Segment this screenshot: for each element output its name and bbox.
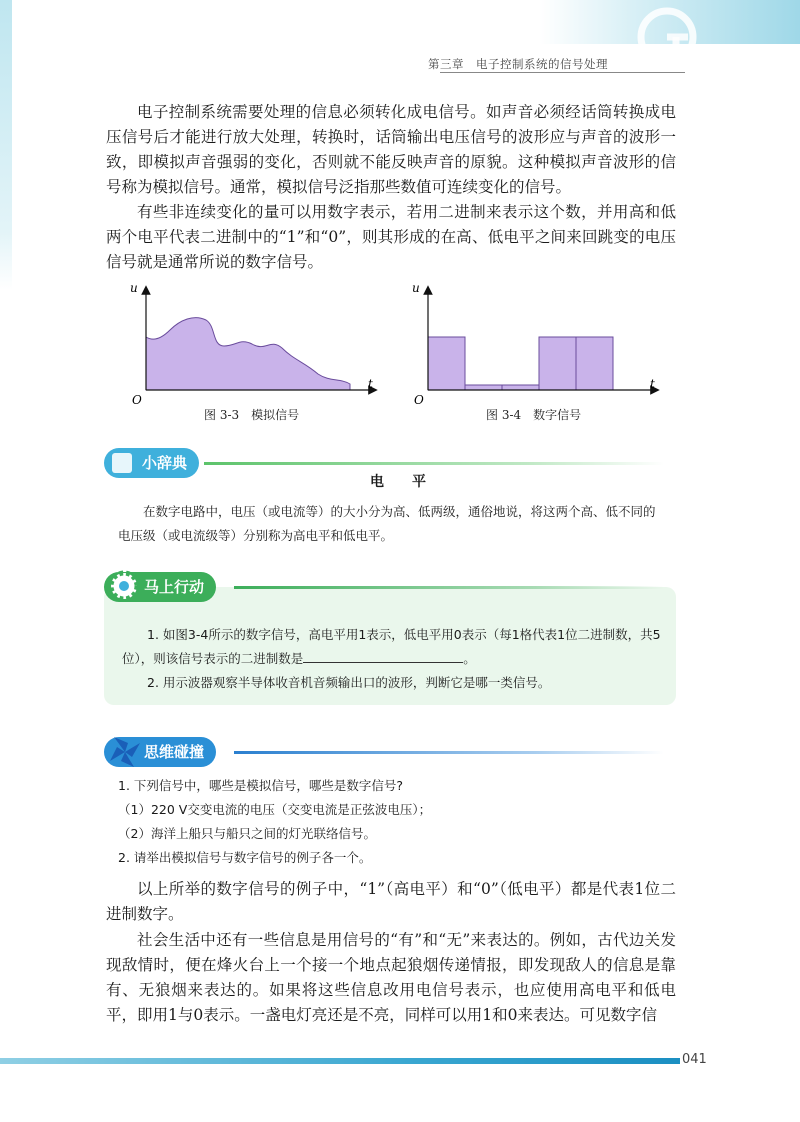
- action-header: [104, 572, 664, 602]
- brainstorm-q1: 1. 下列信号中，哪些是模拟信号，哪些是数字信号?: [118, 778, 404, 793]
- analog-signal-figure: [118, 280, 373, 425]
- outro-paragraph-2: 社会生活中还有一些信息是用信号的“有”和“无”来表达的。例如，古代边关发现敌情时，便在烽火台上一个接一个地点起狼烟传递情报，即发现敌人的信息是靠有、无狼烟来表达的。如果将这些信息改用电信号表示，也应使用高电平和低电平，即用1与0表示。一盏电灯亮还是不亮，同样可以用1和0来表达。可见数字信: [106, 931, 676, 1024]
- intro-paragraph-1: 电子控制系统需要处理的信息必须转化成电信号。如声音必须经话筒转换成电压信号后才能进行放大处理，转换时，话筒输出电压信号的波形应与声音的波形一致，即模拟声音强弱的变化，否则就不能反映声音的原貌。这种模拟声音波形的信号称为模拟信号。通常，模拟信号泛指那些数值可连续变化的信号。: [106, 103, 676, 196]
- brainstorm-q1b: （2）海洋上船只与船只之间的灯光联络信号。: [118, 826, 376, 841]
- dictionary-body: 在数字电路中，电压（或电流等）的大小分为高、低两级，通俗地说，将这两个高、低不同的电压级（或电流级等）分别称为高电平和低电平。: [118, 504, 656, 543]
- digital-bit-2: [502, 385, 539, 390]
- action-item-2: 2. 用示波器观察半导体收音机音频输出口的波形，判断它是哪一类信号。: [147, 675, 551, 690]
- header-rule: [440, 72, 685, 73]
- analog-x-label: t: [368, 377, 373, 391]
- dictionary-title: 电 平: [370, 474, 426, 490]
- digital-origin: O: [414, 393, 424, 407]
- chapter-header: 第三章 电子控制系统的信号处理: [428, 57, 608, 71]
- digital-bit-1: [465, 385, 502, 390]
- intro-paragraph-2: 有些非连续变化的量可以用数字表示，若用二进制来表示这个数，并用高和低两个电平代表二进制中的“1”和“0”，则其形成的在高、低电平之间来回跳变的电压信号就是通常所说的数字信号。: [106, 203, 676, 271]
- analog-y-label: u: [130, 281, 138, 295]
- page-number: 041: [682, 1052, 707, 1067]
- analog-caption: 图 3-3 模拟信号: [204, 408, 300, 422]
- digital-bit-3: [539, 337, 576, 390]
- brainstorm-q1a: （1）220 V交变电流的电压（交变电流是正弦波电压）；: [118, 802, 432, 817]
- left-margin-strip: [0, 0, 12, 290]
- brainstorm-badge: 思维碰撞: [104, 737, 216, 767]
- footer-bar: [0, 1058, 680, 1064]
- digital-bit-0: [428, 337, 465, 390]
- action-item-1: 1. 如图3-4所示的数字信号，高电平用1表示，低电平用0表示（每1格代表1位二进制数，共5位），则该信号表示的二进制数是 。: [122, 627, 661, 666]
- digital-bit-4: [576, 337, 613, 390]
- book-icon: [112, 453, 132, 473]
- digital-caption: 图 3-4 数字信号: [486, 408, 582, 422]
- digital-signal-figure: [400, 280, 660, 425]
- gear-icon: [106, 566, 142, 606]
- dictionary-badge: 小辞典: [104, 448, 199, 478]
- brainstorm-q2: 2. 请举出模拟信号与数字信号的例子各一个。: [118, 850, 372, 865]
- outro-paragraph-1: 以上所举的数字信号的例子中，“1”（高电平）和“0”（低电平）都是代表1位二进制数字。: [106, 880, 676, 923]
- digital-y-label: u: [412, 281, 420, 295]
- answer-blank[interactable]: [303, 650, 463, 663]
- action-badge: 马上行动: [104, 572, 216, 602]
- pinwheel-icon: [108, 733, 142, 771]
- analog-origin: O: [132, 393, 142, 407]
- digital-x-label: t: [650, 377, 655, 391]
- analog-waveform: [146, 318, 350, 390]
- brainstorm-header: [104, 737, 664, 767]
